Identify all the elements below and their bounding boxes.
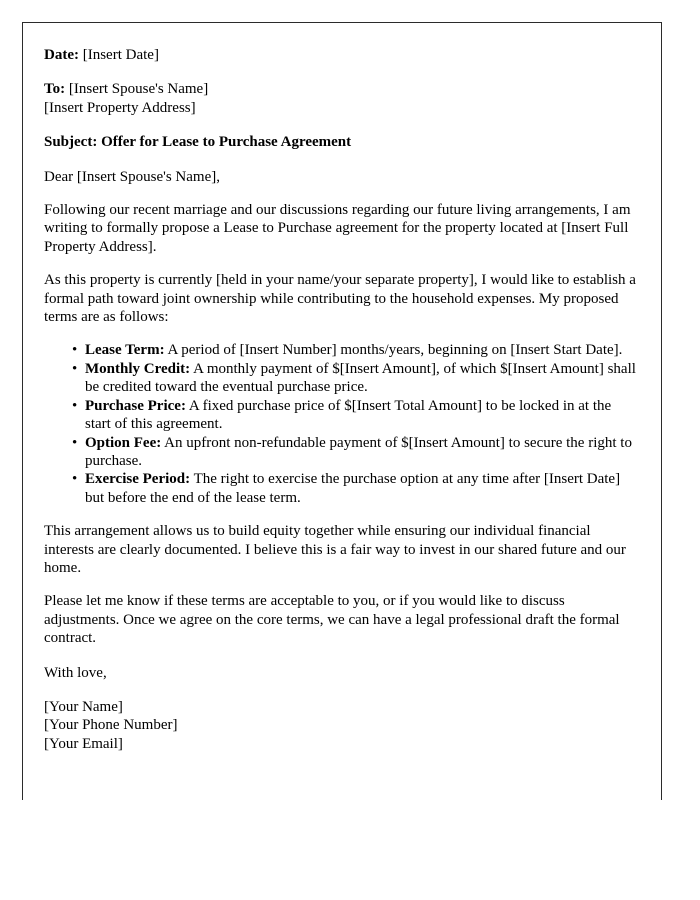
spacer-after-recipient — [44, 117, 636, 133]
spacer-before-terms — [44, 326, 636, 341]
signature-name: [Your Name] — [44, 698, 123, 715]
subject-line: Subject: Offer for Lease to Purchase Agreement — [44, 134, 352, 151]
spacer-after-terms — [44, 507, 636, 522]
spacer-after-salutation — [44, 186, 636, 201]
spacer-between-body-paragraphs — [44, 256, 636, 271]
list-item — [72, 470, 636, 507]
term-detail: An upfront non-refundable payment of $[Insert Amount] to secure the right to purchase. — [85, 434, 632, 469]
to-label: To: — [44, 81, 66, 98]
body-paragraph: Following our recent marriage and our discussions regarding our future living arrangements, I am writing to formally propose a Lease to Purchase agreement for the property located at [Insert Full Property Address]. — [44, 202, 631, 255]
term-label: Exercise Period: — [85, 471, 191, 488]
closing-paragraph: Please let me know if these terms are acceptable to you, or if you would like to discuss adjustments. Once we agree on the core terms, we can have a legal professional draft the formal contract. — [44, 593, 620, 647]
recipient-name: [Insert Spouse's Name] — [68, 81, 209, 98]
term-detail: A monthly payment of $[Insert Amount], of which $[Insert Amount] shall be credited toward the eventual purchase price. — [85, 360, 636, 396]
bullet-icon: • — [72, 471, 78, 488]
date-line — [44, 46, 636, 64]
recipient-line — [44, 80, 636, 98]
signature-email: [Your Email] — [44, 735, 123, 752]
list-item — [72, 341, 636, 359]
spacer-before-signoff — [44, 648, 636, 664]
term-label: Lease Term: — [85, 342, 165, 359]
closing-paragraph: This arrangement allows us to build equity together while ensuring our individual financial interests are clearly documented. I believe this is a fair way to invest in our shared future and our home. — [44, 523, 626, 576]
list-item — [72, 434, 636, 471]
bullet-icon: • — [72, 397, 78, 414]
term-label: Purchase Price: — [85, 397, 186, 414]
proposed-terms-list — [44, 341, 636, 507]
recipient-address: [Insert Property Address] — [44, 99, 196, 116]
signature-phone: [Your Phone Number] — [44, 717, 178, 734]
body-paragraph: As this property is currently [held in your name/your separate property], I would like to establish a formal path toward joint ownership while contributing to the household expenses. My proposed terms are as follows: — [44, 272, 636, 326]
bullet-icon: • — [72, 360, 78, 377]
term-label: Option Fee: — [85, 434, 162, 451]
salutation: Dear [Insert Spouse's Name], — [44, 168, 220, 185]
spacer-between-closing-paragraphs — [44, 577, 636, 592]
bullet-icon: • — [72, 434, 78, 451]
signoff: With love, — [44, 664, 107, 681]
list-item — [72, 397, 636, 434]
bullet-icon: • — [72, 342, 78, 359]
date-label: Date: — [44, 47, 79, 63]
term-detail: A fixed purchase price of $[Insert Total Amount] to be locked in at the start of this agreement. — [85, 397, 612, 433]
term-detail: A period of [Insert Number] months/years, beginning on [Insert Start Date]. — [164, 342, 623, 359]
date-value: [Insert Date] — [82, 47, 159, 63]
spacer-after-date — [44, 64, 636, 80]
list-item — [72, 360, 636, 397]
spacer-before-signature — [44, 682, 636, 698]
letter-body — [44, 46, 636, 753]
term-detail: The right to exercise the purchase option at any time after [Insert Date] but before the end of the lease term. — [85, 471, 621, 506]
spacer-after-subject — [44, 152, 636, 168]
term-label: Monthly Credit: — [85, 360, 191, 377]
